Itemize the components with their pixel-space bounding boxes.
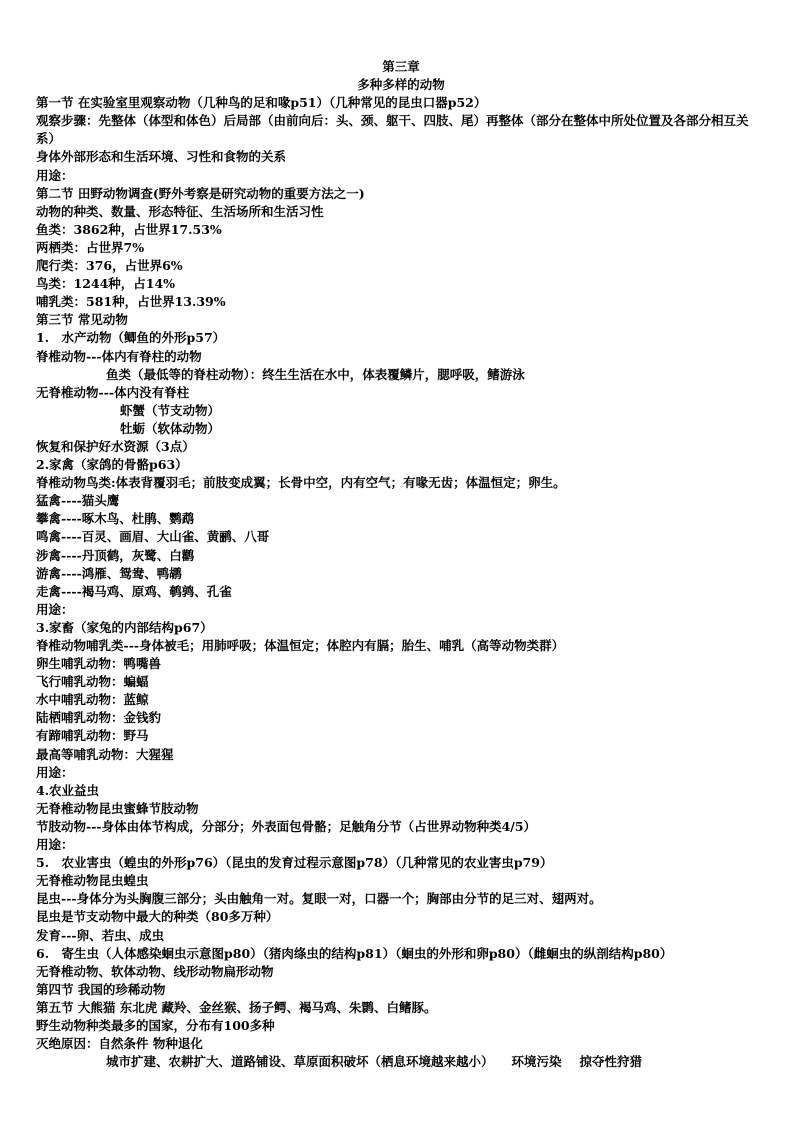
text-line: 陆栖哺乳动物：金钱豹 [36, 710, 162, 726]
text-line: 脊椎动物---体内有脊柱的动物 [36, 348, 202, 364]
text-line: 涉禽----丹顶鹤，灰鹭、白鹳 [36, 547, 195, 563]
document-page [36, 58, 766, 1071]
text-line: 鸣禽----百灵、画眉、大山雀、黄鹂、八哥 [36, 529, 270, 545]
text-line: 4.农业益虫 [36, 782, 100, 798]
text-line: 牡蛎（软体动物） [120, 420, 221, 436]
text-line: 飞行哺乳动物：蝙蝠 [36, 674, 149, 690]
chapter-title: 第三章 [382, 59, 420, 74]
text-line: 恢复和保护好水资源（3点） [36, 438, 195, 454]
text-line: 游禽----鸿雁、鸳鸯、鸭鹕 [36, 565, 182, 581]
section-1-heading: 第一节 在实验室里观察动物（几种鸟的足和喙p51）（几种常见的昆虫口器p52） [36, 95, 487, 111]
text-line: 无脊椎动物昆虫蜜蜂节肢动物 [36, 800, 199, 816]
text-line: 两栖类：占世界7% [36, 239, 145, 255]
text-line: 卵生哺乳动物：鸭嘴兽 [36, 656, 162, 672]
text-line: 3.家畜（家兔的内部结构p67） [36, 619, 213, 635]
text-line: 走禽----褐马鸡、原鸡、鹌鹑、孔雀 [36, 583, 232, 599]
section-4-heading: 第四节 我国的珍稀动物 [36, 981, 166, 997]
text-line: 节肢动物---身体由体节构成，分部分；外表面包骨骼；足触角分节（占世界动物种类4/5） [36, 818, 537, 834]
text-line: 最高等哺乳动物：大猩猩 [36, 746, 174, 762]
text-line: 爬行类：376，占世界6% [36, 258, 183, 274]
cause-hunting: 掠夺性狩猎 [579, 1054, 643, 1070]
section-3-heading: 第三节 常见动物 [36, 312, 128, 328]
text-line: 用途： [36, 601, 74, 617]
text-line: 无脊椎动物昆虫蝗虫 [36, 873, 149, 889]
text-line: 无脊椎动物---体内没有脊柱 [36, 384, 190, 400]
text-line: 发育---卵、若虫、成虫 [36, 927, 165, 943]
text-line: 哺乳类：581种，占世界13.39% [36, 294, 226, 310]
text-line: 野生动物种类最多的国家，分布有100多种 [36, 1017, 275, 1033]
text-line: 脊椎动物鸟类:体表背覆羽毛；前肢变成翼；长骨中空，内有空气；有喙无齿；体温恒定；卵生。 [36, 475, 566, 491]
text-line: 用途： [36, 837, 74, 853]
text-line: 1. 水产动物（鲫鱼的外形p57） [36, 330, 226, 346]
text-line: 无脊椎动物、软体动物、线形动物扁形动物 [36, 963, 274, 979]
text-line: 用途： [36, 764, 74, 780]
chapter-subtitle: 多种多样的动物 [357, 77, 445, 93]
text-line: 有蹄哺乳动物：野马 [36, 728, 149, 744]
text-line: 6. 寄生虫（人体感染蛔虫示意图p80）（猪肉绦虫的结构p81）（蛔虫的外形和卵p80）（雌蛔虫的纵剖结构p80） [36, 945, 673, 961]
text-line: 5. 农业害虫（蝗虫的外形p76）（昆虫的发育过程示意图p78）（几种常见的农业害虫p79） [36, 855, 553, 871]
extinction-causes-line [36, 1053, 766, 1071]
cause-habitat: 城市扩建、农耕扩大、道路铺设、草原面积破坏（栖息环境越来越小） [106, 1054, 494, 1070]
section-5-heading: 第五节 大熊猫 东北虎 藏羚、金丝猴、扬子鳄、褐马鸡、朱鹮、白鳍豚。 [36, 999, 437, 1015]
text-line: 鸟类：1244种，占14% [36, 276, 176, 292]
text-line: 灭绝原因：自然条件 物种退化 [36, 1036, 203, 1052]
text-line: 用途： [36, 167, 74, 183]
text-line: 鱼类：3862种，占世界17.53% [36, 221, 222, 237]
cause-pollution: 环境污染 [511, 1054, 562, 1070]
text-line: 虾蟹（节支动物） [120, 402, 221, 418]
observation-steps: 观察步骤：先整体（体型和体色）后局部（由前向后：头、颈、躯干、四肢、尾）再整体（部分在整体中所处位置及各部分相互关系） [36, 113, 749, 147]
text-line: 鱼类（最低等的脊柱动物）：终生生活在水中，体表覆鳞片，腮呼吸，鳍游泳 [106, 366, 525, 382]
text-line: 昆虫---身体分为头胸腹三部分；头由触角一对。复眼一对，口器一个；胸部由分节的足三对、翅两对。 [36, 891, 602, 907]
text-line: 2.家禽（家鸽的骨骼p63） [36, 457, 188, 473]
text-line: 水中哺乳动物：蓝鲸 [36, 692, 149, 708]
text-line: 脊椎动物哺乳类---身体被毛；用肺呼吸；体温恒定；体腔内有膈；胎生、哺乳（高等动物类群） [36, 638, 565, 653]
text-line: 攀禽----啄木鸟、杜鹃、鹦鹉 [36, 511, 195, 527]
text-line: 身体外部形态和生活环境、习性和食物的关系 [36, 149, 287, 165]
text-line: 动物的种类、数量、形态特征、生活场所和生活习性 [36, 203, 324, 219]
text-line: 昆虫是节支动物中最大的种类（80多万种） [36, 909, 279, 925]
section-2-heading: 第二节 田野动物调查(野外考察是研究动物的重要方法之一) [36, 185, 365, 201]
text-line: 猛禽----猫头鹰 [36, 493, 120, 509]
